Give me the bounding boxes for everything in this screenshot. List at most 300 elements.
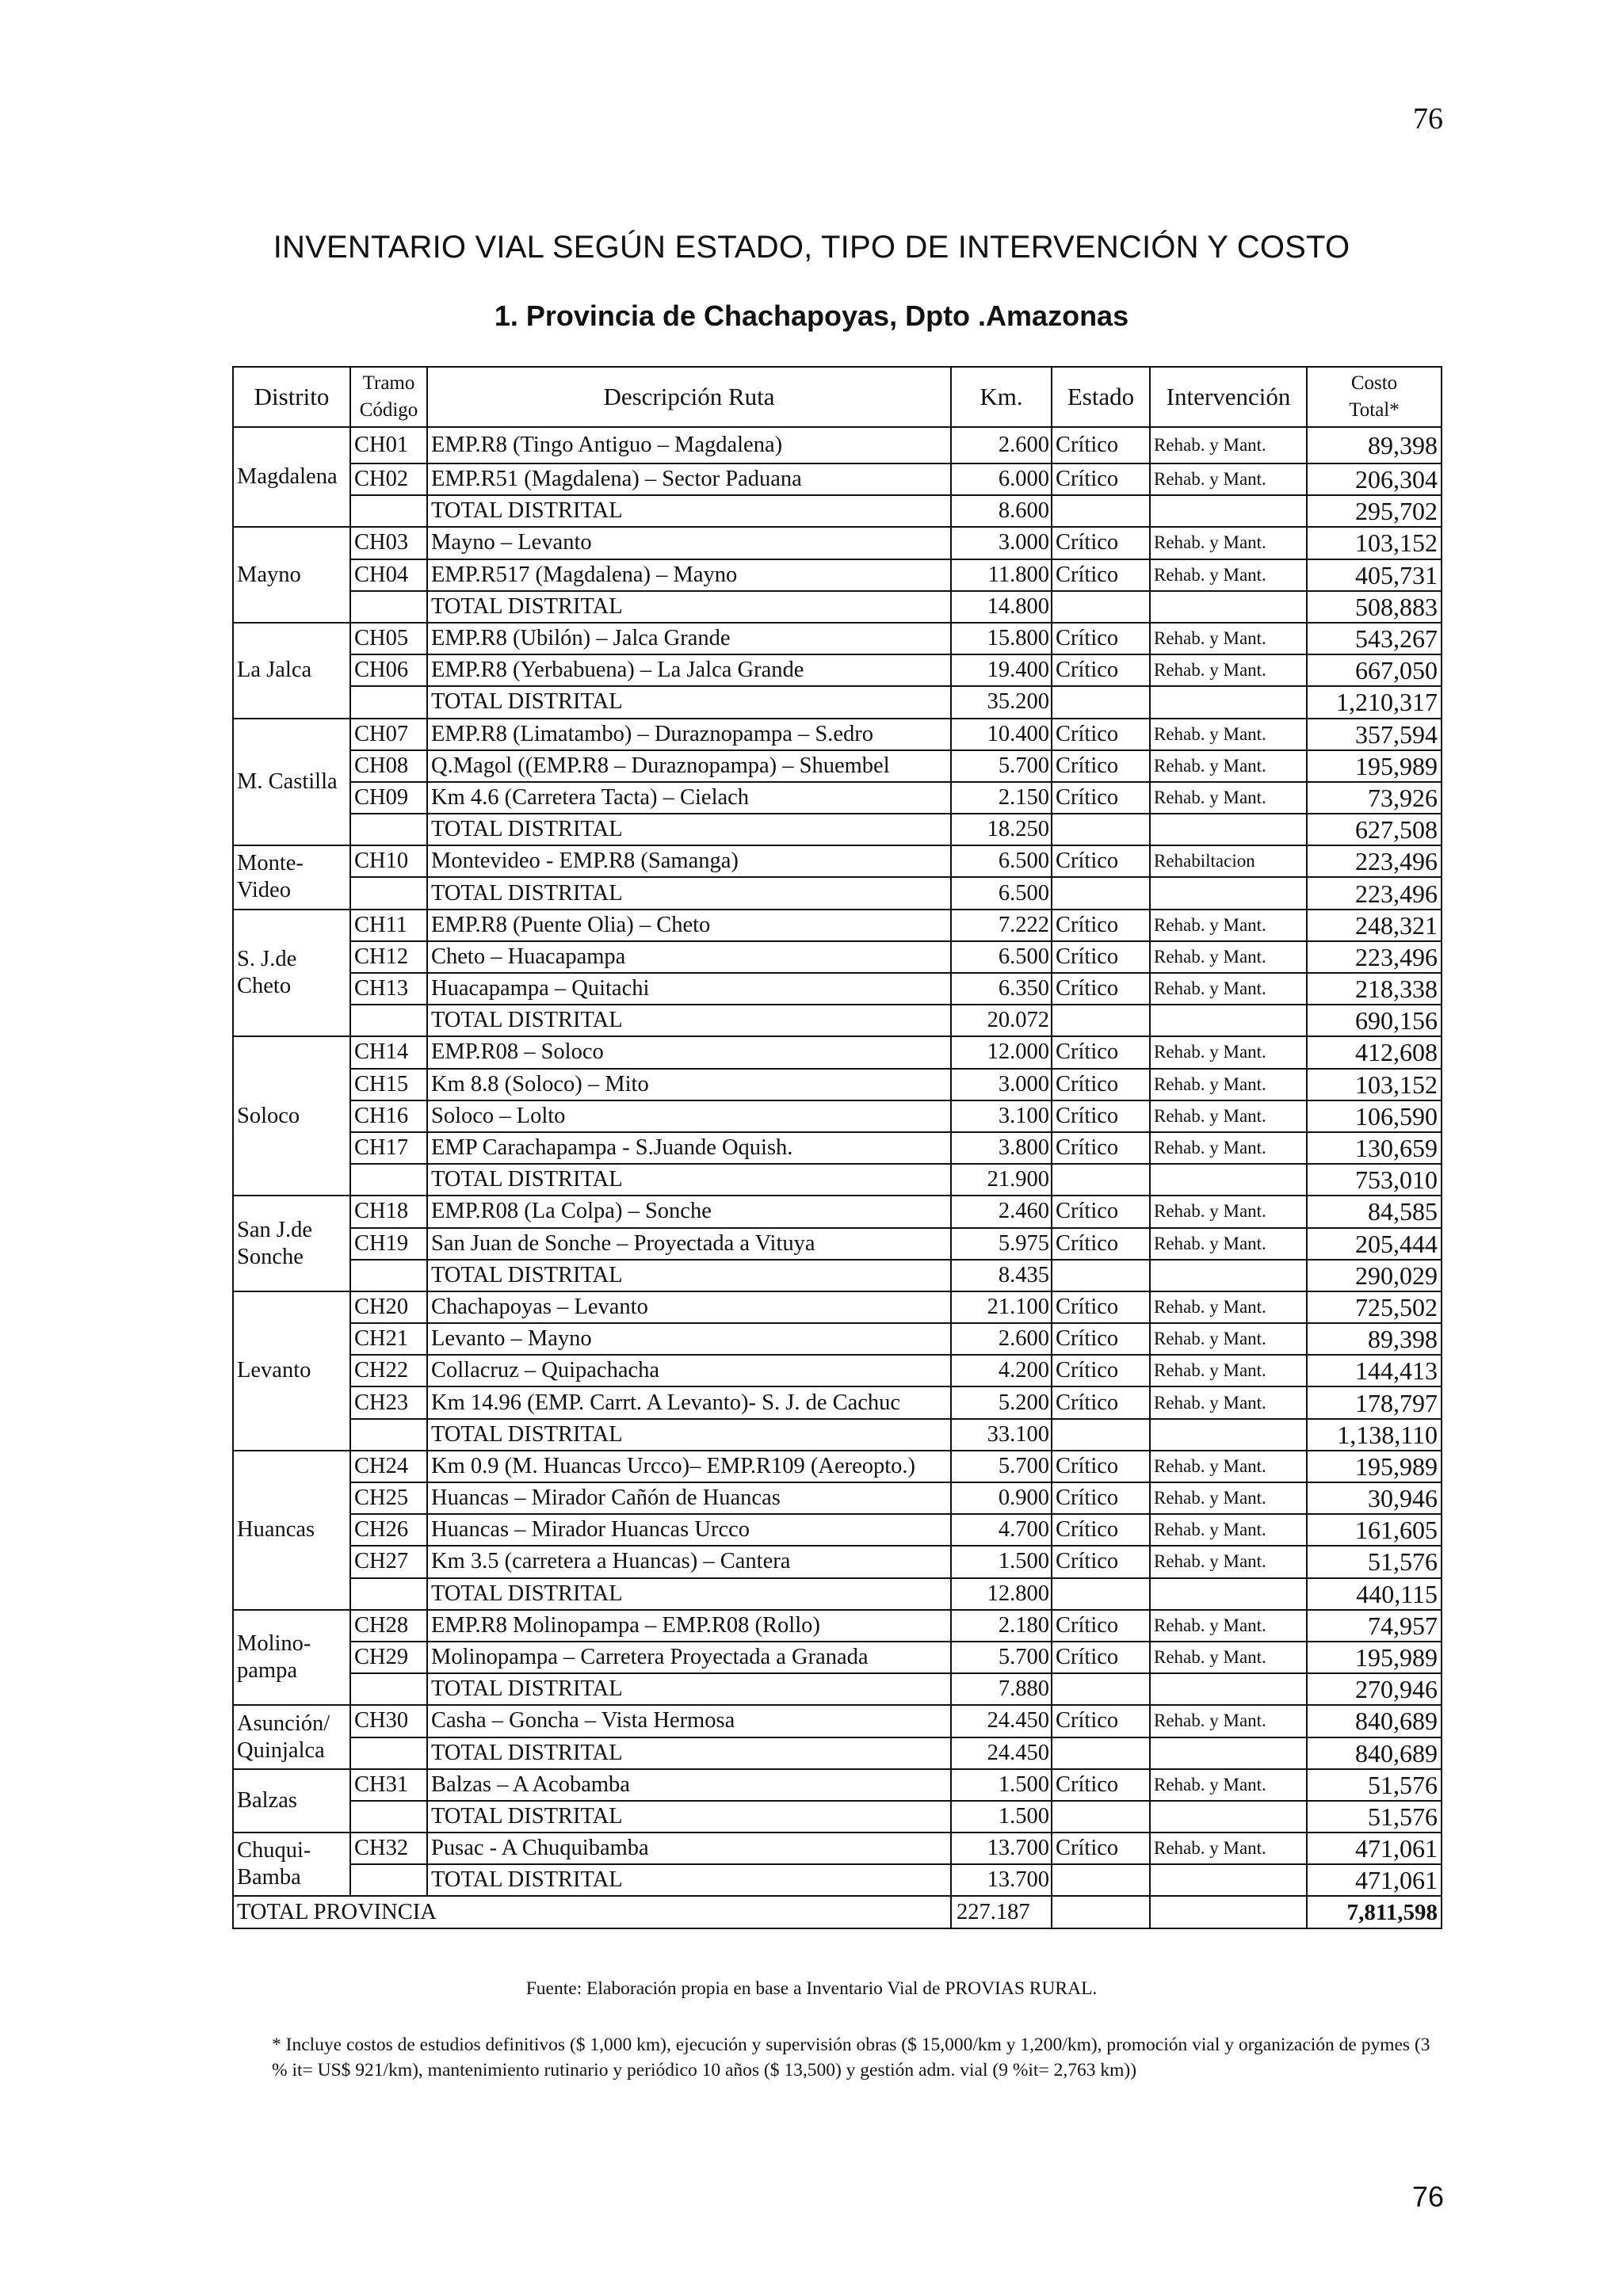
header-codigo: Código: [359, 399, 418, 421]
district-name: Molino- pampa: [233, 1610, 350, 1706]
costo-value: 753,010: [1307, 1164, 1442, 1196]
costo-value: 195,989: [1307, 1451, 1442, 1482]
header-estado: Estado: [1052, 367, 1150, 427]
tramo-code: CH22: [350, 1355, 427, 1386]
table-row: [233, 1323, 1442, 1355]
table-row: [233, 782, 1442, 814]
intervencion-value: Rehab. y Mant.: [1150, 1769, 1307, 1801]
estado-value: [1052, 1260, 1150, 1291]
route-description: Km 3.5 (carretera a Huancas) – Cantera: [427, 1546, 951, 1577]
table-row: [233, 559, 1442, 591]
costo-value: 543,267: [1307, 623, 1442, 654]
route-description: EMP Carachapampa - S.Juande Oquish.: [427, 1132, 951, 1164]
intervencion-value: [1150, 1578, 1307, 1610]
intervencion-value: Rehab. y Mant.: [1150, 1355, 1307, 1386]
table-row: [233, 1482, 1442, 1514]
intervencion-value: Rehab. y Mant.: [1150, 1100, 1307, 1132]
intervencion-value: Rehab. y Mant.: [1150, 1514, 1307, 1546]
intervencion-value: Rehab. y Mant.: [1150, 463, 1307, 495]
district-name: Soloco: [233, 1036, 350, 1196]
district-name: Monte- Video: [233, 845, 350, 909]
tramo-code: [350, 814, 427, 845]
estado-value: Crítico: [1052, 427, 1150, 463]
intervencion-value: Rehab. y Mant.: [1150, 1132, 1307, 1164]
costo-value: 248,321: [1307, 910, 1442, 941]
header-costo-total: [1307, 367, 1442, 427]
tramo-code: CH14: [350, 1036, 427, 1068]
km-value: 5.975: [951, 1228, 1052, 1260]
km-value: 33.100: [951, 1419, 1052, 1451]
table-row: [233, 1546, 1442, 1577]
total-provincia-costo: 7,811,598: [1307, 1896, 1442, 1928]
estado-value: Crítico: [1052, 1546, 1150, 1577]
document-subtitle: 1. Provincia de Chachapoyas, Dpto .Amazonas: [494, 299, 1129, 332]
costo-value: 1,138,110: [1307, 1419, 1442, 1451]
estado-value: Crítico: [1052, 782, 1150, 814]
estado-value: Crítico: [1052, 1642, 1150, 1673]
intervencion-value: [1150, 1801, 1307, 1833]
km-value: 13.700: [951, 1864, 1052, 1896]
estado-value: Crítico: [1052, 1386, 1150, 1418]
route-description: TOTAL DISTRITAL: [427, 591, 951, 623]
km-value: 19.400: [951, 654, 1052, 686]
district-total-row: [233, 1801, 1442, 1833]
estado-value: Crítico: [1052, 750, 1150, 782]
intervencion-value: Rehab. y Mant.: [1150, 1196, 1307, 1227]
route-description: Km 4.6 (Carretera Tacta) – Cielach: [427, 782, 951, 814]
page-number-bottom: 76: [1411, 2180, 1444, 2213]
table-row: [233, 973, 1442, 1005]
page-number-top: 76: [1413, 102, 1443, 135]
intervencion-value: Rehab. y Mant.: [1150, 973, 1307, 1005]
route-description: Molinopampa – Carretera Proyectada a Granada: [427, 1642, 951, 1673]
intervencion-value: Rehab. y Mant.: [1150, 1069, 1307, 1100]
route-description: EMP.R8 Molinopampa – EMP.R08 (Rollo): [427, 1610, 951, 1642]
district-name: Huancas: [233, 1451, 350, 1610]
costo-value: 51,576: [1307, 1801, 1442, 1833]
route-description: Chachapoyas – Levanto: [427, 1291, 951, 1323]
intervencion-value: Rehab. y Mant.: [1150, 719, 1307, 750]
km-value: 10.400: [951, 719, 1052, 750]
estado-value: Crítico: [1052, 1833, 1150, 1864]
tramo-code: CH09: [350, 782, 427, 814]
intervencion-value: [1150, 1005, 1307, 1036]
tramo-code: CH19: [350, 1228, 427, 1260]
route-description: TOTAL DISTRITAL: [427, 1164, 951, 1196]
route-description: Huacapampa – Quitachi: [427, 973, 951, 1005]
km-value: 15.800: [951, 623, 1052, 654]
district-name: San J.de Sonche: [233, 1196, 350, 1291]
route-description: San Juan de Sonche – Proyectada a Vituya: [427, 1228, 951, 1260]
costo-value: 51,576: [1307, 1769, 1442, 1801]
route-description: Soloco – Lolto: [427, 1100, 951, 1132]
estado-value: Crítico: [1052, 973, 1150, 1005]
estado-value: [1052, 1164, 1150, 1196]
tramo-code: CH17: [350, 1132, 427, 1164]
km-value: 8.435: [951, 1260, 1052, 1291]
route-description: Montevideo - EMP.R8 (Samanga): [427, 845, 951, 877]
intervencion-value: [1150, 1673, 1307, 1705]
tramo-code: [350, 1260, 427, 1291]
route-description: TOTAL DISTRITAL: [427, 1005, 951, 1036]
header-tramo: Tramo: [362, 372, 415, 394]
costo-value: 195,989: [1307, 1642, 1442, 1673]
table-row: [233, 1355, 1442, 1386]
total-provincia-km: 227.187: [951, 1896, 1052, 1928]
estado-value: Crítico: [1052, 527, 1150, 559]
km-value: 1.500: [951, 1801, 1052, 1833]
costo-value: 30,946: [1307, 1482, 1442, 1514]
km-value: 2.150: [951, 782, 1052, 814]
km-value: 2.600: [951, 427, 1052, 463]
table-row: [233, 1132, 1442, 1164]
table-row: [233, 654, 1442, 686]
estado-value: Crítico: [1052, 941, 1150, 973]
intervencion-value: [1150, 495, 1307, 527]
km-value: 11.800: [951, 559, 1052, 591]
route-description: Q.Magol ((EMP.R8 – Duraznopampa) – Shuembel: [427, 750, 951, 782]
costo-value: 1,210,317: [1307, 686, 1442, 718]
intervencion-value: [1150, 1864, 1307, 1896]
route-description: EMP.R517 (Magdalena) – Mayno: [427, 559, 951, 591]
intervencion-value: [1150, 686, 1307, 718]
km-value: 6.500: [951, 941, 1052, 973]
tramo-code: CH01: [350, 427, 427, 463]
km-value: 20.072: [951, 1005, 1052, 1036]
header-distrito: Distrito: [233, 367, 350, 427]
total-provincia-row: [233, 1896, 1442, 1928]
km-value: 5.200: [951, 1386, 1052, 1418]
tramo-code: CH12: [350, 941, 427, 973]
estado-value: Crítico: [1052, 1100, 1150, 1132]
km-value: 2.180: [951, 1610, 1052, 1642]
district-name: Asunción/ Quinjalca: [233, 1705, 350, 1768]
route-description: TOTAL DISTRITAL: [427, 1260, 951, 1291]
tramo-code: CH30: [350, 1705, 427, 1737]
km-value: 14.800: [951, 591, 1052, 623]
costo-value: 690,156: [1307, 1005, 1442, 1036]
costo-value: 223,496: [1307, 845, 1442, 877]
costo-value: 84,585: [1307, 1196, 1442, 1227]
km-value: 21.900: [951, 1164, 1052, 1196]
costo-value: 471,061: [1307, 1833, 1442, 1864]
km-value: 12.000: [951, 1036, 1052, 1068]
table-header-row: [233, 367, 1442, 427]
route-description: TOTAL DISTRITAL: [427, 1864, 951, 1896]
table-row: [233, 845, 1442, 877]
header-descripcion: Descripción Ruta: [427, 367, 951, 427]
route-description: TOTAL DISTRITAL: [427, 1801, 951, 1833]
route-description: Mayno – Levanto: [427, 527, 951, 559]
route-description: TOTAL DISTRITAL: [427, 1419, 951, 1451]
district-total-row: [233, 1005, 1442, 1036]
route-description: Huancas – Mirador Huancas Urcco: [427, 1514, 951, 1546]
tramo-code: [350, 1801, 427, 1833]
tramo-code: [350, 1164, 427, 1196]
estado-value: Crítico: [1052, 1036, 1150, 1068]
km-value: 0.900: [951, 1482, 1052, 1514]
estado-value: [1052, 591, 1150, 623]
tramo-code: CH13: [350, 973, 427, 1005]
table-row: [233, 750, 1442, 782]
intervencion-value: [1150, 591, 1307, 623]
table-row: [233, 1386, 1442, 1418]
tramo-code: CH28: [350, 1610, 427, 1642]
estado-value: Crítico: [1052, 1355, 1150, 1386]
table-row: [233, 1769, 1442, 1801]
intervencion-value: Rehab. y Mant.: [1150, 1482, 1307, 1514]
intervencion-value: Rehab. y Mant.: [1150, 1386, 1307, 1418]
total-provincia-label: TOTAL PROVINCIA: [233, 1896, 951, 1928]
costo-value: 290,029: [1307, 1260, 1442, 1291]
costo-value: 405,731: [1307, 559, 1442, 591]
tramo-code: CH04: [350, 559, 427, 591]
intervencion-value: Rehab. y Mant.: [1150, 527, 1307, 559]
district-total-row: [233, 1578, 1442, 1610]
district-name: M. Castilla: [233, 719, 350, 846]
estado-value: [1052, 1864, 1150, 1896]
route-description: EMP.R8 (Yerbabuena) – La Jalca Grande: [427, 654, 951, 686]
route-description: Casha – Goncha – Vista Hermosa: [427, 1705, 951, 1737]
tramo-code: [350, 591, 427, 623]
route-description: Cheto – Huacapampa: [427, 941, 951, 973]
route-description: Km 14.96 (EMP. Carrt. A Levanto)- S. J. de Cachuc: [427, 1386, 951, 1418]
intervencion-value: Rehab. y Mant.: [1150, 750, 1307, 782]
table-row: [233, 427, 1442, 463]
costo-value: 161,605: [1307, 1514, 1442, 1546]
intervencion-value: Rehab. y Mant.: [1150, 623, 1307, 654]
table-row: [233, 910, 1442, 941]
km-value: 24.450: [951, 1705, 1052, 1737]
route-description: TOTAL DISTRITAL: [427, 1737, 951, 1769]
intervencion-value: Rehab. y Mant.: [1150, 427, 1307, 463]
table-row: [233, 1610, 1442, 1642]
km-value: 7.880: [951, 1673, 1052, 1705]
route-description: TOTAL DISTRITAL: [427, 1673, 951, 1705]
document-title: INVENTARIO VIAL SEGÚN ESTADO, TIPO DE INTERVENCIÓN Y COSTO: [273, 230, 1350, 265]
tramo-code: CH21: [350, 1323, 427, 1355]
tramo-code: CH11: [350, 910, 427, 941]
costo-value: 144,413: [1307, 1355, 1442, 1386]
header-costo: Costo: [1350, 372, 1398, 394]
km-value: 5.700: [951, 1451, 1052, 1482]
costo-value: 73,926: [1307, 782, 1442, 814]
estado-value: [1052, 1801, 1150, 1833]
tramo-code: CH32: [350, 1833, 427, 1864]
costo-value: 195,989: [1307, 750, 1442, 782]
table-row: [233, 1069, 1442, 1100]
costo-value: 627,508: [1307, 814, 1442, 845]
costo-value: 223,496: [1307, 941, 1442, 973]
header-total: Total*: [1349, 399, 1400, 421]
tramo-code: [350, 1673, 427, 1705]
intervencion-value: Rehab. y Mant.: [1150, 1451, 1307, 1482]
tramo-code: CH18: [350, 1196, 427, 1227]
intervencion-value: Rehab. y Mant.: [1150, 910, 1307, 941]
tramo-code: CH06: [350, 654, 427, 686]
km-value: 2.600: [951, 1323, 1052, 1355]
km-value: 18.250: [951, 814, 1052, 845]
tramo-code: [350, 1419, 427, 1451]
costo-value: 206,304: [1307, 463, 1442, 495]
km-value: 5.700: [951, 750, 1052, 782]
estado-value: Crítico: [1052, 463, 1150, 495]
route-description: EMP.R8 (Limatambo) – Duraznopampa – S.edro: [427, 719, 951, 750]
district-total-row: [233, 1164, 1442, 1196]
intervencion-value: Rehab. y Mant.: [1150, 654, 1307, 686]
km-value: 4.200: [951, 1355, 1052, 1386]
table-row: [233, 719, 1442, 750]
table-body: [233, 427, 1442, 1896]
route-description: EMP.R8 (Tingo Antiguo – Magdalena): [427, 427, 951, 463]
tramo-code: CH15: [350, 1069, 427, 1100]
intervencion-value: Rehab. y Mant.: [1150, 1228, 1307, 1260]
estado-value: Crítico: [1052, 910, 1150, 941]
district-name: Balzas: [233, 1769, 350, 1833]
estado-value: Crítico: [1052, 1769, 1150, 1801]
estado-value: [1052, 877, 1150, 909]
district-total-row: [233, 1673, 1442, 1705]
header-km: Km.: [951, 367, 1052, 427]
district-name: Magdalena: [233, 427, 350, 527]
district-name: La Jalca: [233, 623, 350, 719]
costo-value: 357,594: [1307, 719, 1442, 750]
intervencion-value: Rehab. y Mant.: [1150, 1036, 1307, 1068]
total-provincia-estado: [1052, 1896, 1150, 1928]
intervencion-value: [1150, 1260, 1307, 1291]
intervencion-value: Rehab. y Mant.: [1150, 1323, 1307, 1355]
estado-value: Crítico: [1052, 1323, 1150, 1355]
estado-value: [1052, 1419, 1150, 1451]
district-total-row: [233, 1737, 1442, 1769]
km-value: 12.800: [951, 1578, 1052, 1610]
tramo-code: CH26: [350, 1514, 427, 1546]
tramo-code: [350, 686, 427, 718]
intervencion-value: [1150, 814, 1307, 845]
km-value: 3.800: [951, 1132, 1052, 1164]
estado-value: [1052, 1737, 1150, 1769]
tramo-code: CH25: [350, 1482, 427, 1514]
table-row: [233, 941, 1442, 973]
tramo-code: CH20: [350, 1291, 427, 1323]
district-total-row: [233, 591, 1442, 623]
tramo-code: CH27: [350, 1546, 427, 1577]
km-value: 21.100: [951, 1291, 1052, 1323]
estado-value: [1052, 1578, 1150, 1610]
header-tramo-codigo: [350, 367, 427, 427]
costo-value: 205,444: [1307, 1228, 1442, 1260]
costo-value: 130,659: [1307, 1132, 1442, 1164]
estado-value: Crítico: [1052, 1069, 1150, 1100]
tramo-code: CH31: [350, 1769, 427, 1801]
tramo-code: CH24: [350, 1451, 427, 1482]
km-value: 6.000: [951, 463, 1052, 495]
estado-value: Crítico: [1052, 1705, 1150, 1737]
estado-value: [1052, 1005, 1150, 1036]
km-value: 7.222: [951, 910, 1052, 941]
tramo-code: CH08: [350, 750, 427, 782]
route-description: Huancas – Mirador Cañón de Huancas: [427, 1482, 951, 1514]
costo-value: 103,152: [1307, 1069, 1442, 1100]
table-row: [233, 1036, 1442, 1068]
total-provincia-intervencion: [1150, 1896, 1307, 1928]
estado-value: Crítico: [1052, 623, 1150, 654]
route-description: TOTAL DISTRITAL: [427, 495, 951, 527]
intervencion-value: Rehab. y Mant.: [1150, 1291, 1307, 1323]
costo-value: 270,946: [1307, 1673, 1442, 1705]
route-description: TOTAL DISTRITAL: [427, 686, 951, 718]
intervencion-value: Rehabiltacion: [1150, 845, 1307, 877]
estado-value: Crítico: [1052, 1610, 1150, 1642]
costo-value: 223,496: [1307, 877, 1442, 909]
costo-value: 840,689: [1307, 1737, 1442, 1769]
table-row: [233, 527, 1442, 559]
route-description: Levanto – Mayno: [427, 1323, 951, 1355]
route-description: EMP.R51 (Magdalena) – Sector Paduana: [427, 463, 951, 495]
tramo-code: CH07: [350, 719, 427, 750]
estado-value: Crítico: [1052, 845, 1150, 877]
district-name: Chuqui- Bamba: [233, 1833, 350, 1896]
tramo-code: CH03: [350, 527, 427, 559]
km-value: 6.350: [951, 973, 1052, 1005]
intervencion-value: Rehab. y Mant.: [1150, 1705, 1307, 1737]
estado-value: [1052, 814, 1150, 845]
estado-value: Crítico: [1052, 1228, 1150, 1260]
tramo-code: CH23: [350, 1386, 427, 1418]
costo-value: 89,398: [1307, 1323, 1442, 1355]
km-value: 6.500: [951, 877, 1052, 909]
estado-value: [1052, 495, 1150, 527]
costo-value: 508,883: [1307, 591, 1442, 623]
costo-value: 51,576: [1307, 1546, 1442, 1577]
table-row: [233, 1196, 1442, 1227]
district-total-row: [233, 495, 1442, 527]
district-total-row: [233, 877, 1442, 909]
intervencion-value: Rehab. y Mant.: [1150, 1833, 1307, 1864]
km-value: 1.500: [951, 1769, 1052, 1801]
costo-value: 412,608: [1307, 1036, 1442, 1068]
table-row: [233, 1642, 1442, 1673]
km-value: 6.500: [951, 845, 1052, 877]
intervencion-value: [1150, 877, 1307, 909]
estado-value: Crítico: [1052, 1451, 1150, 1482]
estado-value: Crítico: [1052, 1482, 1150, 1514]
header-intervencion: Intervención: [1150, 367, 1307, 427]
intervencion-value: Rehab. y Mant.: [1150, 1610, 1307, 1642]
estado-value: Crítico: [1052, 654, 1150, 686]
costo-value: 89,398: [1307, 427, 1442, 463]
route-description: TOTAL DISTRITAL: [427, 1578, 951, 1610]
table-row: [233, 463, 1442, 495]
route-description: EMP.R8 (Ubilón) – Jalca Grande: [427, 623, 951, 654]
tramo-code: [350, 495, 427, 527]
table-row: [233, 1705, 1442, 1737]
intervencion-value: [1150, 1737, 1307, 1769]
km-value: 35.200: [951, 686, 1052, 718]
source-note: Fuente: Elaboración propia en base a Inventario Vial de PROVIAS RURAL.: [525, 1978, 1098, 1999]
route-description: EMP.R08 (La Colpa) – Sonche: [427, 1196, 951, 1227]
estado-value: Crítico: [1052, 1514, 1150, 1546]
footnote: * Incluye costos de estudios definitivos ($ 1,000 km), ejecución y supervisión obras ($ 15,000/km y 1,200/km), promoción vial y organización de pymes (3 % it= US$ 921/km), mantenimiento rutinario y periódico 10 años ($ 13,500) y gestión adm. vial (9 %it= 2,763 km)): [272, 2035, 1430, 2081]
district-name: S. J.de Cheto: [233, 910, 350, 1037]
costo-value: 218,338: [1307, 973, 1442, 1005]
costo-value: 440,115: [1307, 1578, 1442, 1610]
route-description: Balzas – A Acobamba: [427, 1769, 951, 1801]
intervencion-value: Rehab. y Mant.: [1150, 941, 1307, 973]
tramo-code: [350, 877, 427, 909]
district-total-row: [233, 1260, 1442, 1291]
tramo-code: CH02: [350, 463, 427, 495]
